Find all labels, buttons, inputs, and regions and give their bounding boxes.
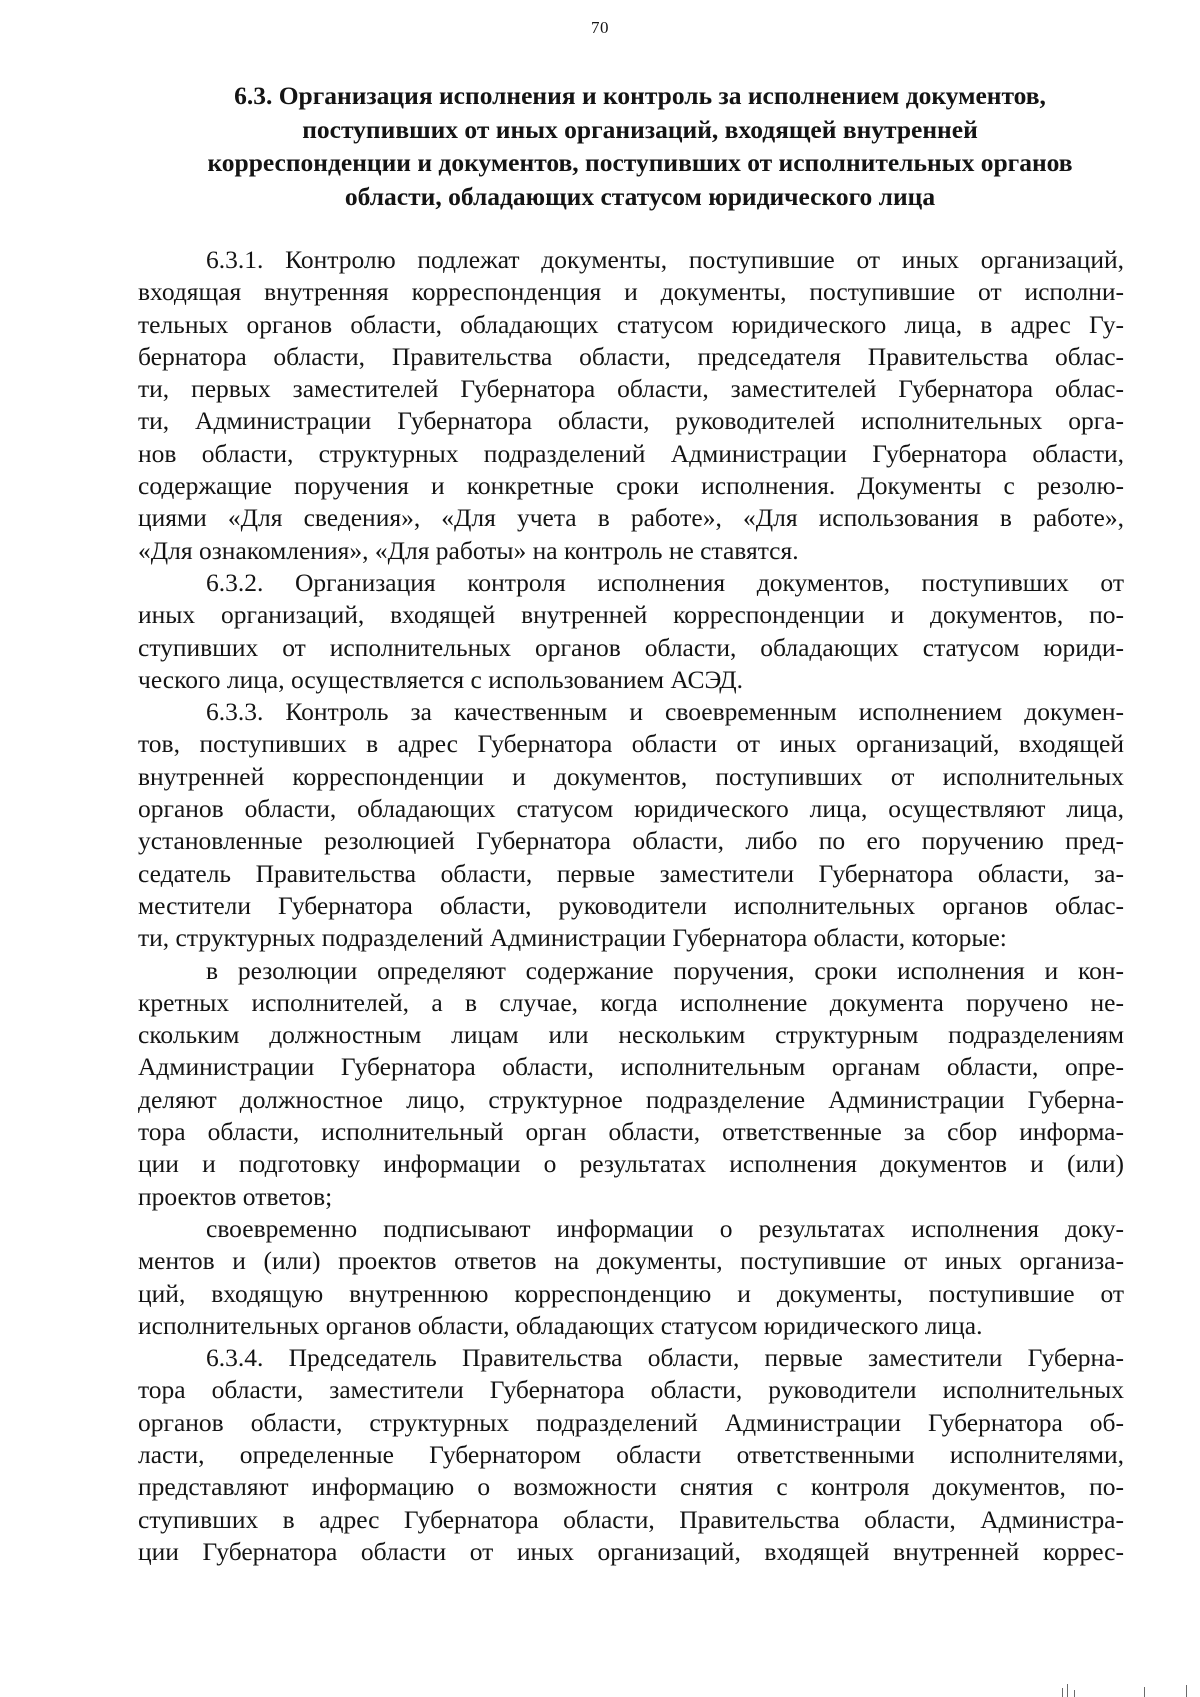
section-heading-line: корреспонденции и документов, поступивших от исполнительных органов bbox=[207, 148, 1073, 177]
text-line: ментов и (или) проектов ответов на документы, поступившие от иных организа- bbox=[138, 1246, 1124, 1276]
text-line: бернатора области, Правительства области, председателя Правительства облас- bbox=[138, 341, 1124, 371]
text-line: ций, входящую внутреннюю корреспонденцию и документы, поступившие от bbox=[138, 1278, 1124, 1308]
text-line: ции и подготовку информации о результатах исполнения документов и (или) bbox=[138, 1149, 1124, 1179]
text-line: внутренней корреспонденции и документов, поступивших от исполнительных bbox=[138, 761, 1124, 791]
paragraph-6-3-2 bbox=[138, 567, 1124, 696]
scan-edge-marks bbox=[1048, 1676, 1188, 1697]
section-heading-line: поступивших от иных организаций, входящей внутренней bbox=[302, 114, 978, 144]
text-line: входящая внутренняя корреспонденция и документы, поступившие от исполни- bbox=[138, 277, 1124, 307]
text-line: тора области, исполнительный орган области, ответственные за сбор информа- bbox=[138, 1117, 1124, 1147]
section-heading-line: 6.3. Организация исполнения и контроль за исполнением документов, bbox=[234, 81, 1046, 110]
scan-mark bbox=[1144, 1687, 1145, 1697]
paragraph-resolution-duties bbox=[138, 955, 1124, 1213]
text-line: иных организаций, входящей внутренней корреспонденции и документов, по- bbox=[138, 600, 1124, 630]
paragraph-timely-signing bbox=[138, 1213, 1124, 1342]
body-text bbox=[138, 244, 1124, 1568]
section-heading-line: области, обладающих статусом юридического лица bbox=[344, 181, 936, 211]
text-line: ти, Администрации Губернатора области, руководителей исполнительных орга- bbox=[138, 406, 1124, 436]
text-line: тельных органов области, обладающих статусом юридического лица, в адрес Гу- bbox=[138, 309, 1124, 339]
text-line: 6.3.3. Контроль за качественным и своевременным исполнением докумен- bbox=[206, 697, 1124, 727]
text-line: ласти, определенные Губернатором области ответственными исполнителями, bbox=[138, 1439, 1124, 1469]
text-line: органов области, структурных подразделений Администрации Губернатора об- bbox=[138, 1407, 1124, 1437]
scan-mark bbox=[1186, 1685, 1187, 1697]
text-line: ступивших от исполнительных органов области, обладающих статусом юриди- bbox=[138, 632, 1124, 662]
paragraph-6-3-1 bbox=[138, 244, 1124, 567]
text-line: деляют должностное лицо, структурное подразделение Администрации Губерна- bbox=[138, 1084, 1124, 1114]
scan-mark bbox=[1074, 1690, 1075, 1697]
text-line: проектов ответов; bbox=[138, 1181, 333, 1211]
text-line: тов, поступивших в адрес Губернатора области от иных организаций, входящей bbox=[138, 729, 1124, 759]
text-line: 6.3.4. Председатель Правительства области, первые заместители Губерна- bbox=[206, 1343, 1124, 1373]
text-line: представляют информацию о возможности снятия с контроля документов, по- bbox=[138, 1472, 1124, 1502]
text-line: кретных исполнителей, а в случае, когда исполнение документа поручено не- bbox=[138, 987, 1124, 1017]
text-line: тора области, заместители Губернатора области, руководители исполнительных bbox=[138, 1375, 1124, 1405]
section-heading bbox=[140, 79, 1140, 213]
text-line: циями «Для сведения», «Для учета в работе», «Для использования в работе», bbox=[138, 503, 1124, 533]
text-line: ческого лица, осуществляется с использованием АСЭД. bbox=[138, 664, 744, 694]
text-line: своевременно подписывают информации о результатах исполнения доку- bbox=[206, 1213, 1124, 1243]
scan-mark bbox=[1067, 1684, 1068, 1697]
text-line: ти, первых заместителей Губернатора области, заместителей Губернатора облас- bbox=[138, 374, 1124, 404]
scan-mark bbox=[1062, 1688, 1063, 1697]
text-line: «Для ознакомления», «Для работы» на контроль не ставятся. bbox=[138, 535, 799, 565]
text-line: установленные резолюцией Губернатора области, либо по его поручению пред- bbox=[138, 826, 1124, 856]
text-line: ступивших в адрес Губернатора области, Правительства области, Администра- bbox=[138, 1504, 1124, 1534]
paragraph-6-3-4 bbox=[138, 1342, 1124, 1568]
text-line: органов области, обладающих статусом юридического лица, осуществляют лица, bbox=[138, 794, 1124, 824]
text-line: ции Губернатора области от иных организаций, входящей внутренней коррес- bbox=[138, 1536, 1124, 1566]
text-line: содержащие поручения и конкретные сроки исполнения. Документы с резолю- bbox=[138, 471, 1124, 501]
text-line: в резолюции определяют содержание поручения, сроки исполнения и кон- bbox=[206, 955, 1124, 985]
text-line: местители Губернатора области, руководители исполнительных органов облас- bbox=[138, 890, 1124, 920]
text-line: Администрации Губернатора области, исполнительным органам области, опре- bbox=[138, 1052, 1124, 1082]
text-line: 6.3.1. Контролю подлежат документы, поступившие от иных организаций, bbox=[206, 245, 1124, 274]
text-line: седатель Правительства области, первые заместители Губернатора области, за- bbox=[138, 858, 1124, 888]
paragraph-6-3-3 bbox=[138, 696, 1124, 954]
page-number: 70 bbox=[591, 18, 609, 37]
text-line: исполнительных органов области, обладающих статусом юридического лица. bbox=[138, 1310, 983, 1340]
text-line: ти, структурных подразделений Администрации Губернатора области, которые: bbox=[138, 923, 1007, 953]
text-line: 6.3.2. Организация контроля исполнения документов, поступивших от bbox=[206, 567, 1124, 597]
text-line: скольким должностным лицам или нескольким структурным подразделениям bbox=[138, 1020, 1124, 1050]
text-line: нов области, структурных подразделений Администрации Губернатора области, bbox=[138, 438, 1124, 468]
